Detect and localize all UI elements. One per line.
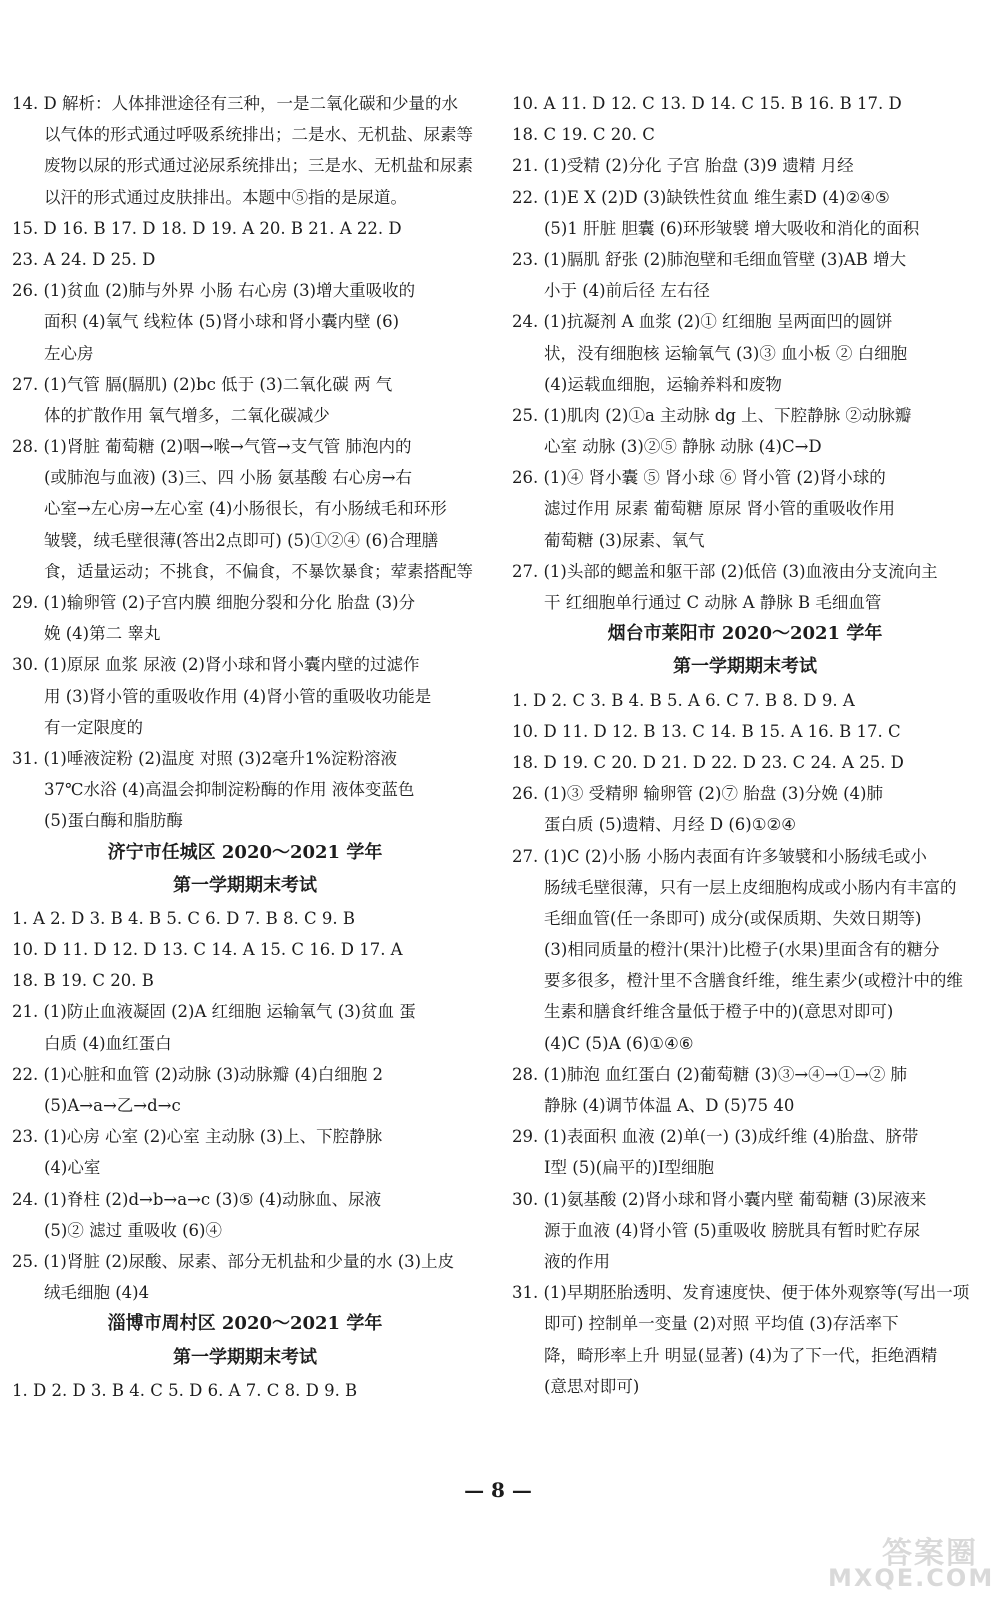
answer-line: (4)运载血细胞，运输养料和废物 xyxy=(544,374,782,394)
answer-line: 28. (1)肺泡 血红蛋白 (2)葡萄糖 (3)③→④→①→② 肺 xyxy=(512,1064,908,1084)
answer-line: 24. (1)脊柱 (2)d→b→a→c (3)⑤ (4)动脉血、尿液 xyxy=(12,1189,382,1209)
answer-line: 27. (1)气管 膈(膈肌) (2)bc 低于 (3)二氧化碳 两 气 xyxy=(12,374,393,394)
answer-line: 皱襞，绒毛壁很薄(答出2点即可) (5)①②④ (6)合理膳 xyxy=(44,530,439,550)
answer-line: 26. (1)贫血 (2)肺与外界 小肠 右心房 (3)增大重吸收的 xyxy=(12,281,416,301)
section-subheading-yantai: 第一学期期末考试 xyxy=(673,656,817,678)
answer-line: 18. B 19. C 20. B xyxy=(12,971,154,991)
watermark-logo xyxy=(828,1528,995,1592)
answer-line: 食，适量运动；不挑食，不偏食，不暴饮暴食；荤素搭配等 xyxy=(44,561,473,581)
answer-line: 葡萄糖 (3)尿素、氧气 xyxy=(544,530,705,550)
answer-line: (意思对即可) xyxy=(544,1376,640,1396)
answer-line: 29. (1)输卵管 (2)子宫内膜 细胞分裂和分化 胎盘 (3)分 xyxy=(12,593,416,612)
answer-line: 状，没有细胞核 运输氧气 (3)③ 血小板 ② 白细胞 xyxy=(544,343,908,363)
answer-line: (5)② 滤过 重吸收 (6)④ xyxy=(44,1220,222,1240)
answer-line: (4)心室 xyxy=(44,1158,101,1178)
section-subheading-zibo: 第一学期期末考试 xyxy=(173,1346,317,1368)
section-heading-zibo: 淄博市周村区 2020～2021 学年 xyxy=(107,1313,383,1335)
section-heading-jining: 济宁市任城区 2020～2021 学年 xyxy=(107,841,383,863)
answer-line: 1. D 2. C 3. B 4. B 5. A 6. C 7. B 8. D 9. A xyxy=(512,690,855,710)
answer-line: 源于血液 (4)肾小管 (5)重吸收 膀胱具有暂时贮存尿 xyxy=(544,1220,920,1240)
answer-line: 肠绒毛壁很薄，只有一层上皮细胞构成或小肠内有丰富的 xyxy=(544,877,957,897)
answer-line: 要多很多，橙汁里不含膳食纤维，维生素少(或橙汁中的维 xyxy=(544,971,963,991)
right-answer-block-1 xyxy=(512,88,978,618)
left-answer-block-1 xyxy=(12,88,478,837)
answer-line: (5)蛋白酶和脂肪酶 xyxy=(44,811,183,831)
answer-line: 绒毛细胞 (4)4 xyxy=(44,1283,150,1303)
answer-line: 18. D 19. C 20. D 21. D 22. D 23. C 24. A 25. D xyxy=(512,752,904,772)
answer-line: 降，畸形率上升 明显(显著) (4)为了下一代，拒绝酒精 xyxy=(544,1345,938,1365)
answer-line: 25. (1)肌肉 (2)①a 主动脉 dg 上、下腔静脉 ②动脉瓣 xyxy=(512,405,912,425)
page-number: — 8 — xyxy=(464,1478,532,1502)
answer-line: 23. (1)膈肌 舒张 (2)肺泡壁和毛细血管壁 (3)AB 增大 xyxy=(512,249,907,269)
answer-line: 干 红细胞单行通过 C 动脉 A 静脉 B 毛细血管 xyxy=(544,593,882,612)
answer-line: 滤过作用 尿素 葡萄糖 原尿 肾小管的重吸收作用 xyxy=(544,499,895,519)
answer-line: 24. (1)抗凝剂 A 血浆 (2)① 红细胞 呈两面凹的圆饼 xyxy=(512,312,893,332)
answer-line: 废物以尿的形式通过泌尿系统排出；三是水、无机盐和尿素 xyxy=(44,156,473,176)
answer-line: 液的作用 xyxy=(544,1251,610,1271)
answer-line: 15. D 16. B 17. D 18. D 19. A 20. B 21. A 22. D xyxy=(12,218,402,238)
answer-line: 面积 (4)氧气 线粒体 (5)肾小球和肾小囊内壁 (6) xyxy=(44,312,400,332)
section-subheading-jining: 第一学期期末考试 xyxy=(173,874,317,896)
answer-line: 37℃水浴 (4)高温会抑制淀粉酶的作用 液体变蓝色 xyxy=(44,780,415,800)
answer-line: 以汗的形式通过皮肤排出。本题中⑤指的是尿道。 xyxy=(44,187,407,207)
answer-line: 30. (1)氨基酸 (2)肾小球和肾小囊内壁 葡萄糖 (3)尿液来 xyxy=(512,1189,927,1209)
answer-line: 22. (1)心脏和血管 (2)动脉 (3)动脉瓣 (4)白细胞 2 xyxy=(12,1064,383,1084)
answer-line: 心室 动脉 (3)②⑤ 静脉 动脉 (4)C→D xyxy=(544,437,822,457)
answer-line: 有一定限度的 xyxy=(44,717,143,737)
answer-line: 以气体的形式通过呼吸系统排出；二是水、无机盐、尿素等 xyxy=(44,125,473,145)
answer-line: 10. A 11. D 12. C 13. D 14. C 15. B 16. B 17. D xyxy=(512,94,902,113)
answer-line: (5)A→a→乙→d→c xyxy=(44,1096,181,1115)
right-answer-block-2 xyxy=(512,685,978,1402)
answer-line: 27. (1)头部的鳃盖和躯干部 (2)低倍 (3)血液由分支流向主 xyxy=(512,561,938,581)
answer-line: 25. (1)肾脏 (2)尿酸、尿素、部分无机盐和少量的水 (3)上皮 xyxy=(12,1251,455,1271)
answer-line: 26. (1)④ 肾小囊 ⑤ 肾小球 ⑥ 肾小管 (2)肾小球的 xyxy=(512,468,886,488)
watermark-top: 答案圈 xyxy=(882,1536,978,1571)
answer-line: 毛细血管(任一条即可) 成分(或保质期、失效日期等) xyxy=(544,908,922,928)
answer-line: 左心房 xyxy=(44,343,94,363)
answer-line: Ⅰ型 (5)(扁平的)Ⅰ型细胞 xyxy=(544,1158,715,1178)
answer-line: 31. (1)早期胚胎透明、发育速度快、便于体外观察等(写出一项 xyxy=(512,1283,970,1303)
answer-line: 14. D 解析：人体排泄途径有三种，一是二氧化碳和少量的水 xyxy=(12,94,458,113)
answer-line: 用 (3)肾小管的重吸收作用 (4)肾小管的重吸收功能是 xyxy=(44,686,432,706)
watermark-bottom: MXQE.COM xyxy=(828,1564,995,1592)
answer-line: 10. D 11. D 12. B 13. C 14. B 15. A 16. B 17. C xyxy=(512,721,901,741)
answer-line: 21. (1)受精 (2)分化 子宫 胎盘 (3)9 遗精 月经 xyxy=(512,156,854,176)
answer-line: 小于 (4)前后径 左右径 xyxy=(544,281,710,301)
answer-line: 体的扩散作用 氧气增多，二氧化碳减少 xyxy=(44,405,330,425)
answer-line: 1. D 2. D 3. B 4. C 5. D 6. A 7. C 8. D 9. B xyxy=(12,1380,358,1400)
answer-line: 10. D 11. D 12. D 13. C 14. A 15. C 16. D 17. A xyxy=(12,940,403,960)
answer-line: 21. (1)防止血液凝固 (2)A 红细胞 运输氧气 (3)贫血 蛋 xyxy=(12,1002,416,1022)
answer-line: 娩 (4)第二 睾丸 xyxy=(44,624,161,644)
answer-line: 蛋白质 (5)遗精、月经 D (6)①②④ xyxy=(544,815,797,835)
answer-line: (或肺泡与血液) (3)三、四 小肠 氨基酸 右心房→右 xyxy=(44,468,413,488)
answer-line: (3)相同质量的橙汁(果汁)比橙子(水果)里面含有的糖分 xyxy=(544,940,940,960)
answer-line: 静脉 (4)调节体温 A、D (5)75 40 xyxy=(544,1096,795,1115)
answer-line: 23. A 24. D 25. D xyxy=(12,249,156,269)
answer-line: 31. (1)唾液淀粉 (2)温度 对照 (3)2毫升1%淀粉溶液 xyxy=(12,748,398,768)
left-answer-block-2 xyxy=(12,903,478,1308)
left-column xyxy=(12,88,478,1406)
answer-line: 心室→左心房→左心室 (4)小肠很长，有小肠绒毛和环形 xyxy=(44,499,447,519)
answer-line: 27. (1)C (2)小肠 小肠内表面有许多皱襞和小肠绒毛或小 xyxy=(512,846,927,866)
answer-line: (4)C (5)A (6)①④⑥ xyxy=(544,1033,694,1053)
answer-line: 18. C 19. C 20. C xyxy=(512,125,655,145)
answer-line: 26. (1)③ 受精卵 输卵管 (2)⑦ 胎盘 (3)分娩 (4)肺 xyxy=(512,784,883,804)
answer-line: 1. A 2. D 3. B 4. B 5. C 6. D 7. B 8. C 9. B xyxy=(12,908,355,928)
answer-line: 30. (1)原尿 血浆 尿液 (2)肾小球和肾小囊内壁的过滤作 xyxy=(12,655,420,675)
answer-line: (5)1 肝脏 胆囊 (6)环形皱襞 增大吸收和消化的面积 xyxy=(544,218,920,238)
answer-line: 23. (1)心房 心室 (2)心室 主动脉 (3)上、下腔静脉 xyxy=(12,1127,383,1147)
answer-line: 22. (1)E X (2)D (3)缺铁性贫血 维生素D (4)②④⑤ xyxy=(512,187,890,207)
answer-line: 生素和膳食纤维含量低于橙子中的)(意思对即可) xyxy=(544,1002,894,1022)
answer-line: 29. (1)表面积 血液 (2)单(一) (3)成纤维 (4)胎盘、脐带 xyxy=(512,1127,919,1147)
answer-line: 即可) 控制单一变量 (2)对照 平均值 (3)存活率下 xyxy=(544,1314,899,1334)
right-column xyxy=(512,88,978,1402)
answer-line: 28. (1)肾脏 葡萄糖 (2)咽→喉→气管→支气管 肺泡内的 xyxy=(12,437,412,457)
answer-line: 白质 (4)血红蛋白 xyxy=(44,1033,172,1053)
left-answer-block-3 xyxy=(12,1375,478,1406)
section-heading-yantai: 烟台市莱阳市 2020～2021 学年 xyxy=(607,623,883,645)
